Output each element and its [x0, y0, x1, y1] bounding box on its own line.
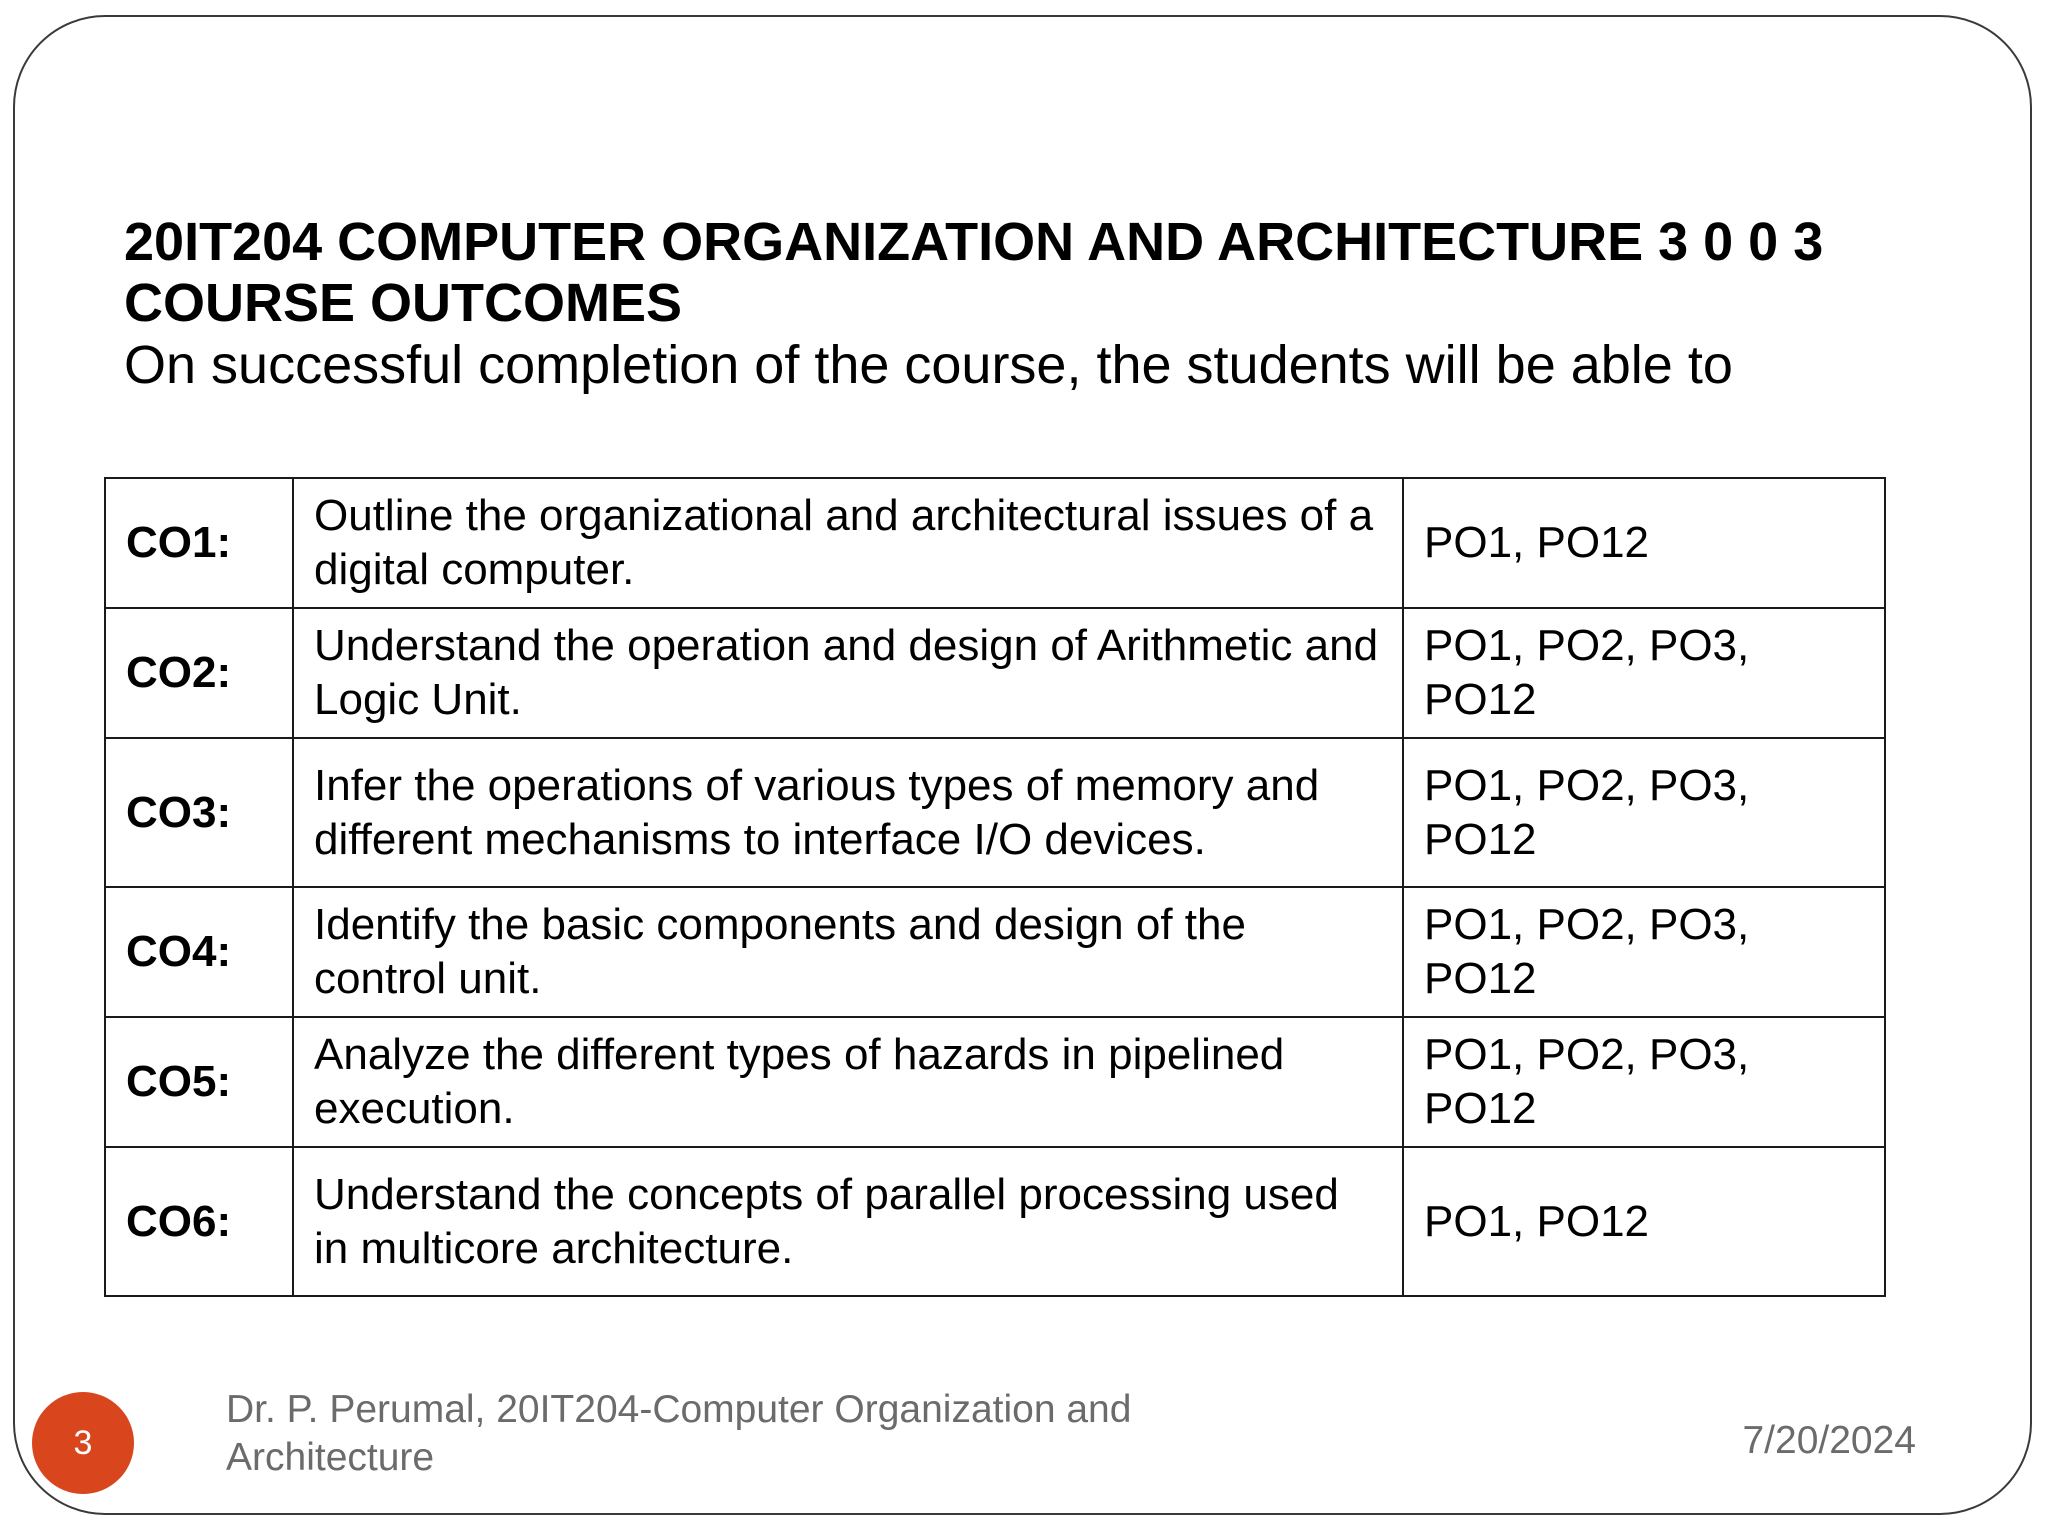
outcome-po: PO1, PO12: [1403, 1147, 1885, 1296]
outcome-code: CO2:: [105, 608, 293, 738]
outcome-code: CO1:: [105, 478, 293, 608]
slide-title: 20IT204 COMPUTER ORGANIZATION AND ARCHITECTURE 3 0 0 3: [124, 212, 1824, 272]
table-row: [105, 608, 1885, 738]
outcome-description: Outline the organizational and architectural issues of a digital computer.: [293, 478, 1403, 608]
outcome-po: PO1, PO2, PO3, PO12: [1403, 738, 1885, 887]
outcome-code: CO6:: [105, 1147, 293, 1296]
table-row: [105, 478, 1885, 608]
outcome-description: Understand the operation and design of Arithmetic and Logic Unit.: [293, 608, 1403, 738]
footer-date: 7/20/2024: [1742, 1419, 1916, 1462]
outcome-po: PO1, PO12: [1403, 478, 1885, 608]
table-row: [105, 1017, 1885, 1147]
outcome-description: Identify the basic components and design of the control unit.: [293, 887, 1403, 1017]
table-row: [105, 738, 1885, 887]
outcome-description: Infer the operations of various types of memory and different mechanisms to interface I/O devices.: [293, 738, 1403, 887]
outcome-po: PO1, PO2, PO3, PO12: [1403, 1017, 1885, 1147]
outcome-po: PO1, PO2, PO3, PO12: [1403, 608, 1885, 738]
page-number-badge: [32, 1392, 134, 1494]
footer-author-course: Dr. P. Perumal, 20IT204-Computer Organization and Architecture: [226, 1388, 1132, 1479]
title-block: [124, 212, 1944, 396]
course-outcomes-table: [104, 477, 1886, 1297]
outcome-description: Understand the concepts of parallel processing used in multicore architecture.: [293, 1147, 1403, 1296]
outcome-code: CO5:: [105, 1017, 293, 1147]
outcome-code: CO4:: [105, 887, 293, 1017]
table-row: [105, 887, 1885, 1017]
slide-heading: COURSE OUTCOMES: [124, 273, 683, 333]
slide-subtitle: On successful completion of the course, the students will be able to: [124, 335, 1733, 395]
outcome-po: PO1, PO2, PO3, PO12: [1403, 887, 1885, 1017]
table-row: [105, 1147, 1885, 1296]
page-number: 3: [73, 1423, 93, 1462]
outcome-description: Analyze the different types of hazards in pipelined execution.: [293, 1017, 1403, 1147]
outcome-code: CO3:: [105, 738, 293, 887]
